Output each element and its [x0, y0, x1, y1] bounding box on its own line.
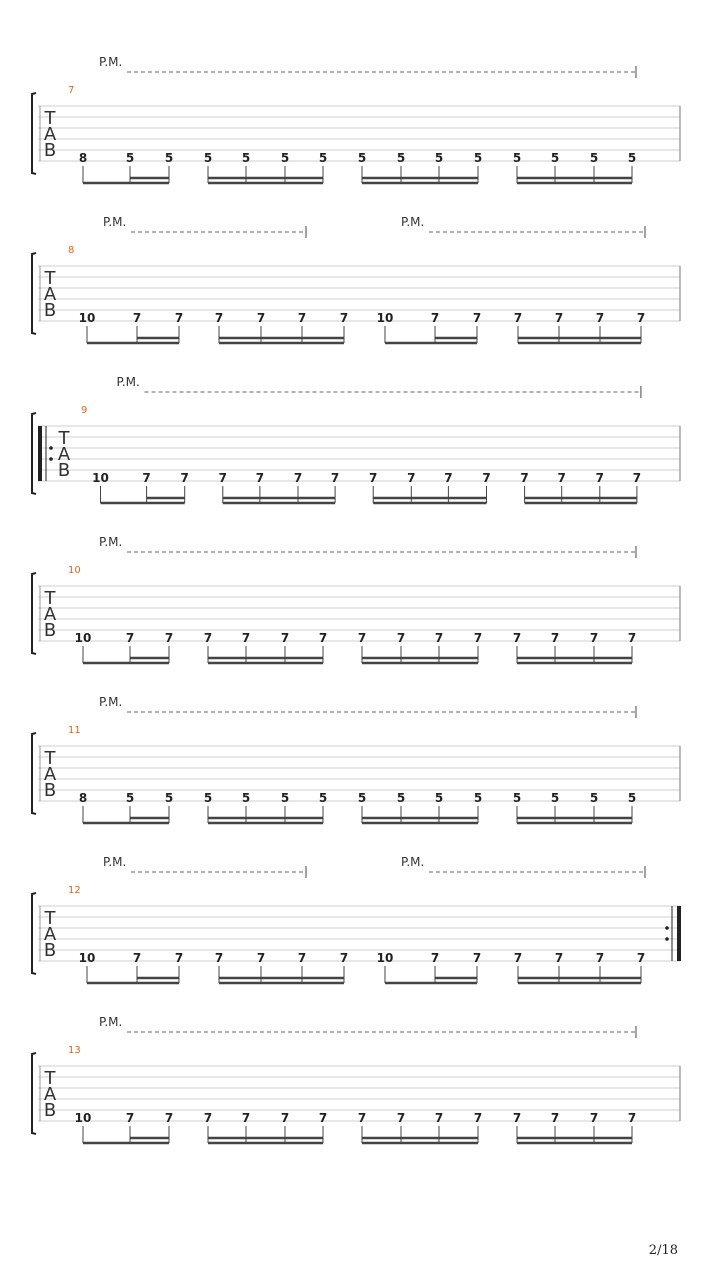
- tab-clef-letter: B: [43, 1100, 57, 1121]
- fret-number: 7: [632, 471, 642, 485]
- tab-clef-letter: A: [43, 124, 57, 145]
- palm-mute-label: P.M.: [401, 855, 425, 869]
- palm-mute-label: P.M.: [103, 215, 127, 229]
- tab-clef-letter: A: [43, 284, 57, 305]
- fret-number: 7: [256, 951, 266, 965]
- fret-number: 5: [357, 151, 367, 165]
- repeat-dot: [665, 937, 669, 941]
- fret-number: 7: [280, 631, 290, 645]
- fret-number: 7: [330, 471, 340, 485]
- bar-number: 12: [68, 885, 81, 896]
- fret-number: 7: [550, 1111, 560, 1125]
- palm-mute-label: P.M.: [99, 55, 123, 69]
- system-bracket: [32, 733, 36, 814]
- fret-number: 7: [513, 951, 523, 965]
- tab-clef-letter: T: [44, 1068, 56, 1089]
- fret-number: 7: [214, 951, 224, 965]
- fret-number: 5: [396, 791, 406, 805]
- bar-number: 8: [68, 245, 75, 256]
- bar-number: 9: [81, 405, 88, 416]
- fret-number: 8: [78, 151, 88, 165]
- fret-number: 7: [203, 1111, 213, 1125]
- palm-mute-label: P.M.: [99, 1015, 123, 1029]
- fret-number: 5: [280, 791, 290, 805]
- repeat-dot: [665, 926, 669, 930]
- fret-number: 7: [636, 311, 646, 325]
- fret-number: 10: [78, 311, 96, 325]
- fret-number: 7: [627, 631, 637, 645]
- fret-number: 5: [318, 151, 328, 165]
- fret-number: 7: [430, 951, 440, 965]
- fret-number: 7: [636, 951, 646, 965]
- bar-number: 7: [68, 85, 75, 96]
- palm-mute-label: P.M.: [116, 375, 140, 389]
- fret-number: 5: [357, 791, 367, 805]
- fret-number: 10: [74, 1111, 92, 1125]
- fret-number: 7: [255, 471, 265, 485]
- fret-number: 7: [280, 1111, 290, 1125]
- fret-number: 5: [280, 151, 290, 165]
- fret-number: 7: [180, 471, 189, 485]
- fret-number: 7: [473, 1111, 483, 1125]
- fret-number: 7: [473, 631, 483, 645]
- fret-number: 7: [214, 311, 224, 325]
- fret-number: 7: [203, 631, 213, 645]
- fret-number: 7: [142, 471, 151, 485]
- fret-number: 7: [595, 471, 604, 485]
- system-bracket: [32, 93, 36, 174]
- fret-number: 7: [241, 631, 251, 645]
- fret-number: 5: [512, 791, 522, 805]
- system-bracket: [32, 1053, 36, 1134]
- fret-number: 5: [396, 151, 406, 165]
- fret-number: 5: [473, 151, 483, 165]
- fret-number: 7: [297, 311, 307, 325]
- repeat-end-thick-bar: [677, 906, 681, 961]
- tab-clef-letter: B: [43, 940, 57, 961]
- bar-number: 11: [68, 725, 81, 736]
- fret-number: 7: [396, 1111, 406, 1125]
- tab-clef-letter: A: [43, 764, 57, 785]
- fret-number: 10: [92, 471, 109, 485]
- fret-number: 10: [376, 311, 394, 325]
- fret-number: 7: [125, 1111, 135, 1125]
- fret-number: 7: [396, 631, 406, 645]
- fret-number: 7: [512, 1111, 522, 1125]
- system-bracket: [32, 413, 36, 494]
- repeat-dot: [49, 446, 53, 450]
- staff-system-8: [32, 215, 680, 343]
- fret-number: 7: [339, 951, 349, 965]
- fret-number: 7: [357, 631, 367, 645]
- fret-number: 7: [164, 631, 174, 645]
- tab-clef-letter: B: [57, 460, 71, 481]
- system-bracket: [32, 893, 36, 974]
- tab-clef-letter: A: [43, 1084, 57, 1105]
- fret-number: 7: [407, 471, 416, 485]
- fret-number: 7: [627, 1111, 637, 1125]
- fret-number: 5: [512, 151, 522, 165]
- fret-number: 5: [203, 791, 213, 805]
- system-bracket: [32, 573, 36, 654]
- fret-number: 5: [473, 791, 483, 805]
- fret-number: 7: [557, 471, 566, 485]
- fret-number: 5: [241, 151, 251, 165]
- fret-number: 7: [293, 471, 303, 485]
- fret-number: 7: [164, 1111, 174, 1125]
- fret-number: 7: [482, 471, 491, 485]
- tab-clef-letter: B: [43, 620, 57, 641]
- fret-number: 7: [318, 1111, 328, 1125]
- tab-clef-letter: T: [44, 908, 56, 929]
- repeat-dot: [49, 457, 53, 461]
- fret-number: 7: [125, 631, 135, 645]
- fret-number: 5: [550, 151, 560, 165]
- fret-number: 7: [339, 311, 349, 325]
- palm-mute-label: P.M.: [103, 855, 127, 869]
- system-bracket: [32, 253, 36, 334]
- page-number: 2/18: [648, 1243, 678, 1258]
- tab-clef-letter: T: [44, 268, 56, 289]
- tab-clef-letter: B: [43, 300, 57, 321]
- fret-number: 7: [241, 1111, 251, 1125]
- fret-number: 7: [520, 471, 529, 485]
- fret-number: 7: [369, 471, 378, 485]
- fret-number: 5: [627, 151, 637, 165]
- fret-number: 5: [125, 791, 135, 805]
- fret-number: 7: [554, 951, 564, 965]
- fret-number: 5: [164, 151, 174, 165]
- fret-number: 7: [218, 471, 227, 485]
- fret-number: 7: [512, 631, 522, 645]
- fret-number: 7: [430, 311, 440, 325]
- fret-number: 7: [513, 311, 523, 325]
- fret-number: 5: [589, 791, 599, 805]
- tab-clef-letter: A: [43, 604, 57, 625]
- fret-number: 7: [256, 311, 266, 325]
- fret-number: 5: [241, 791, 251, 805]
- fret-number: 7: [472, 311, 482, 325]
- fret-number: 7: [132, 311, 142, 325]
- fret-number: 5: [164, 791, 174, 805]
- tab-clef-letter: B: [43, 140, 57, 161]
- staff-system-9: [32, 375, 680, 503]
- staff-system-7: [32, 55, 680, 183]
- fret-number: 7: [595, 311, 605, 325]
- tab-clef-letter: A: [43, 924, 57, 945]
- tab-clef-letter: T: [44, 748, 56, 769]
- fret-number: 10: [78, 951, 96, 965]
- fret-number: 7: [550, 631, 560, 645]
- fret-number: 7: [434, 631, 444, 645]
- fret-number: 5: [627, 791, 637, 805]
- staff-system-13: [32, 1015, 680, 1143]
- fret-number: 5: [125, 151, 135, 165]
- fret-number: 7: [132, 951, 142, 965]
- palm-mute-label: P.M.: [401, 215, 425, 229]
- staff-system-11: [32, 695, 680, 823]
- fret-number: 10: [74, 631, 92, 645]
- fret-number: 5: [589, 151, 599, 165]
- tab-clef-letter: T: [44, 588, 56, 609]
- bar-number: 10: [68, 565, 81, 576]
- palm-mute-label: P.M.: [99, 535, 123, 549]
- fret-number: 7: [554, 311, 564, 325]
- fret-number: 7: [318, 631, 328, 645]
- fret-number: 5: [434, 151, 444, 165]
- staff-system-10: [32, 535, 680, 663]
- palm-mute-label: P.M.: [99, 695, 123, 709]
- tab-clef-letter: B: [43, 780, 57, 801]
- tab-clef-letter: A: [57, 444, 71, 465]
- staff-system-12: [32, 855, 681, 983]
- fret-number: 7: [174, 311, 184, 325]
- fret-number: 7: [444, 471, 453, 485]
- fret-number: 10: [376, 951, 394, 965]
- fret-number: 8: [78, 791, 88, 805]
- fret-number: 5: [434, 791, 444, 805]
- fret-number: 7: [589, 1111, 599, 1125]
- fret-number: 5: [203, 151, 213, 165]
- fret-number: 7: [472, 951, 482, 965]
- fret-number: 7: [297, 951, 307, 965]
- fret-number: 7: [174, 951, 184, 965]
- fret-number: 7: [434, 1111, 444, 1125]
- fret-number: 7: [357, 1111, 367, 1125]
- fret-number: 5: [550, 791, 560, 805]
- repeat-start-thick-bar: [38, 426, 42, 481]
- tab-clef-letter: T: [44, 108, 56, 129]
- tab-clef-letter: T: [58, 428, 70, 449]
- fret-number: 5: [318, 791, 328, 805]
- bar-number: 13: [68, 1045, 81, 1056]
- fret-number: 7: [589, 631, 599, 645]
- fret-number: 7: [595, 951, 605, 965]
